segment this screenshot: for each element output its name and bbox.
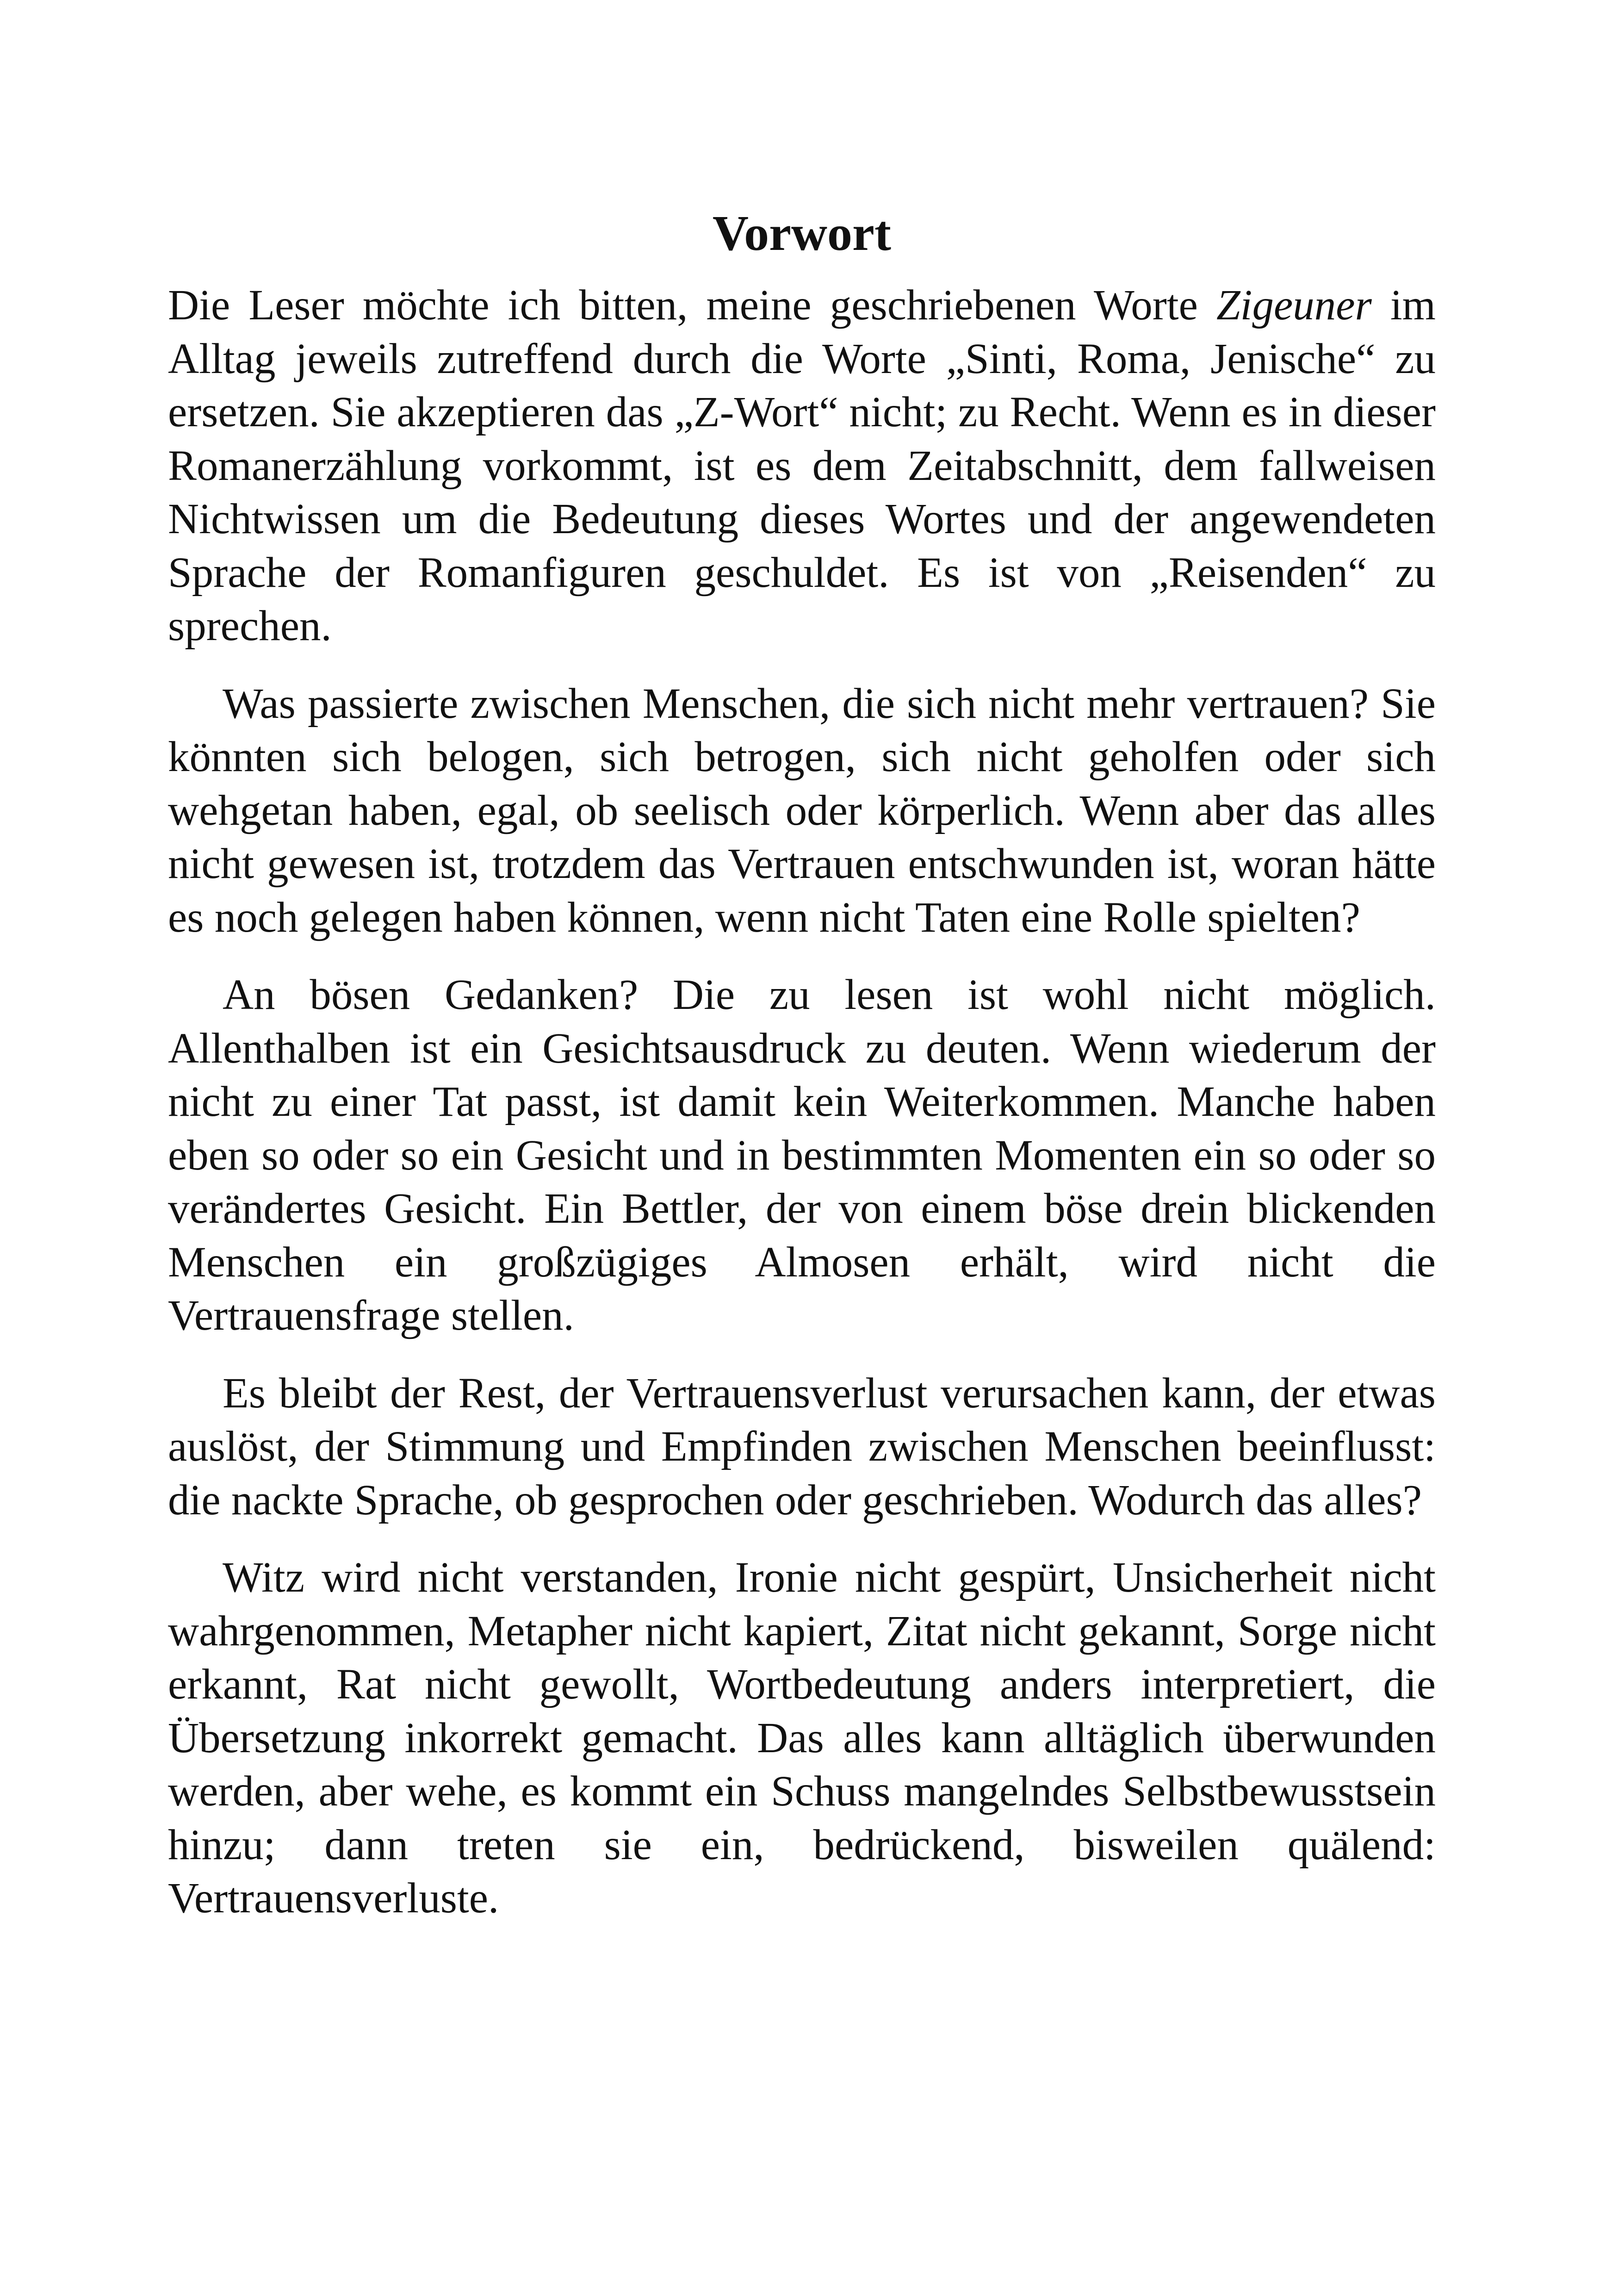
page-title: Vorwort — [713, 206, 891, 261]
paragraph-1-text-start: Die Leser möchte ich bitten, meine geschriebenen Worte — [168, 281, 1216, 329]
paragraph-5: Witz wird nicht verstanden, Ironie nicht gespürt, Unsicherheit nicht wahrgenommen, Metapher nicht kapiert, Zitat nicht gekannt, Sorge nicht erkannt, Rat nicht gewollt, Wortbedeutung anders interpretiert, die Übersetzung inkorrekt gemacht. Das alles kann alltäglich überwunden werden, aber wehe, es kommt ein Schuss mangelndes Selbstbewusstsein hinzu; dann treten sie ein, bedrückend, bisweilen quälend: Vertrauensverluste. — [168, 1554, 1436, 1922]
document-page — [168, 204, 1436, 1949]
paragraph-2: Was passierte zwischen Menschen, die sich nicht mehr vertrauen? Sie könnten sich belogen, sich betrogen, sich nicht geholfen oder sich wehgetan haben, egal, ob seelisch oder körperlich. Wenn aber das alles nicht gewesen ist, trotzdem das Vertrauen entschwunden ist, woran hätte es noch gelegen haben können, wenn nicht Taten eine Rolle spielten? — [168, 679, 1436, 941]
paragraph-1-text-end: im Alltag jeweils zutreffend durch die Worte „Sinti, Roma, Jenische“ zu ersetzen. Sie akzeptieren das „Z-Wort“ nicht; zu Recht. Wenn es in dieser Romanerzählung vorkommt, ist es dem Zeitabschnitt, dem fallweisen Nichtwissen um die Bedeutung dieses Wortes und der angewendeten Sprache der Romanfiguren geschuldet. Es ist von „Reisenden“ zu sprechen. — [168, 281, 1436, 650]
paragraph-1-emphasis: Zigeuner — [1216, 281, 1372, 329]
paragraph-1 — [168, 279, 1436, 653]
paragraph-4: Es bleibt der Rest, der Vertrauensverlust verursachen kann, der etwas auslöst, der Stimmung und Empfinden zwischen Menschen beeinflusst: die nackte Sprache, ob gesprochen oder geschrieben. Wodurch das alles? — [168, 1369, 1436, 1524]
paragraph-3: An bösen Gedanken? Die zu lesen ist wohl nicht möglich. Allenthalben ist ein Gesichtsausdruck zu deuten. Wenn wiederum der nicht zu einer Tat passt, ist damit kein Weiterkommen. Manche haben eben so oder so ein Gesicht und in bestimmten Momenten ein so oder so verändertes Gesicht. Ein Bettler, der von einem böse drein blickenden Menschen ein großzügiges Almosen erhält, wird nicht die Vertrauensfrage stellen. — [168, 971, 1436, 1339]
